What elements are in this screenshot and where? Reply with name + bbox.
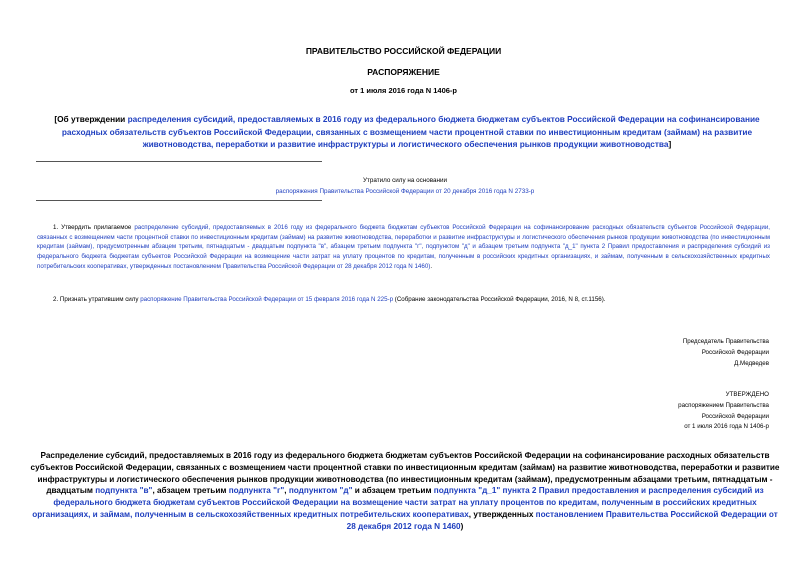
lost-force-label: Утратило силу на основании xyxy=(362,177,448,184)
dt-link-resolution[interactable]: постановлением Правительства Российской Федерации от 28 декабря 2012 года N 1460 xyxy=(346,509,778,531)
title-link[interactable]: распределения субсидий, предоставляемых в 2016 году из федерального бюджета бюджетам субъектов Российской Федерации на софинансирование расходных обязательств субъектов Российской Федерации, связанных с возмещением части процентной ставки по инвестиционным кредитам (займам) на развитие животноводства, переработки и развитие инфраструктуры и логистического обеспечения рынков продукции животноводства xyxy=(61,114,760,149)
p2-text: 2. Признать утратившим силу xyxy=(53,296,141,303)
paragraph-1 xyxy=(37,223,770,272)
approval-line-4: от 1 июля 2016 года N 1406-р xyxy=(684,423,769,431)
dt-text-3: , xyxy=(284,486,289,496)
dt-link-subitem-d[interactable]: подпунктом "д" xyxy=(288,486,353,496)
signature-block xyxy=(560,337,769,369)
approval-title: УТВЕРЖДЕНО xyxy=(725,391,769,398)
lost-force-link[interactable]: распоряжения Правительства Российской Федерации от 20 декабря 2016 года N 2733-р xyxy=(275,188,535,195)
government-heading: ПРАВИТЕЛЬСТВО РОССИЙСКОЙ ФЕДЕРАЦИИ xyxy=(305,46,502,56)
title-open: [Об утверждении xyxy=(54,114,128,124)
document-type-heading: РАСПОРЯЖЕНИЕ xyxy=(367,67,440,77)
signature-name: Д.Медведев xyxy=(734,359,769,367)
p2-source: (Собрание законодательства Российской Федерации, 2016, N 8, ст.1156). xyxy=(393,296,606,303)
document-title xyxy=(50,113,764,151)
dt-text-5: , утвержденных xyxy=(468,509,536,519)
distribution-title xyxy=(30,450,780,533)
approval-line-3: Российской Федерации xyxy=(701,412,769,420)
approval-block xyxy=(560,390,769,433)
p1-text: 1. Утвердить прилагаемое xyxy=(53,224,135,231)
dt-text-6: ) xyxy=(460,521,464,531)
divider-bottom xyxy=(36,200,322,201)
dt-text-4: и абзацем третьим xyxy=(352,486,434,496)
title-close: ] xyxy=(668,139,672,149)
divider-top xyxy=(36,161,322,162)
dt-link-subitem-v[interactable]: подпункта "в" xyxy=(95,486,153,496)
dt-text-1: Распределение субсидий, предоставляемых в 2016 году из федерального бюджета бюджетам субъектов Российской Федерации на софинансирование расходных обязательств субъектов Российской Федерации, связанных с возмещением части процентной ставки по инвестиционным кредитам (займам) на развитие животноводства, переработки и развитие инфраструктуры и логистического обеспечения рынков продукции животноводства (по инвестиционным кредитам (займам), предусмотренным абзацами третьим, пятнадцатым - двадцатым xyxy=(30,451,780,496)
signature-position: Председатель Правительства xyxy=(682,338,769,345)
p1-distribution-link[interactable]: распределение субсидий, предоставляемых в 2016 году из федерального бюджета бюджетам субъектов Российской Федерации на софинансирование расходных обязательств субъектов Российской Федерации, связанных с возмещением части процентной ставки по инвестиционным кредитам (займам) на развитие животноводства, переработки и развитие инфраструктуры и логистического обеспечения рынков продукции животноводства (по инвестиционным кредитам (займам), предусмотренным абзацем третьим, пятнадцатым - двадцатым подпункта "в", абзацем третьим подпункта "г", подпунктом "д" и абзацем третьим подпункта "д_1" пункта 2 Правил предоставления и распределения субсидий из федерального бюджета бюджетам субъектов Российской Федерации на возмещение части затрат на уплату процентов по кредитам, полученным в российских кредитных организациях, и займам, полученным в сельскохозяйственных кредитных потребительских кооперативах, утвержденных постановлением Правительства Российской Федерации от 28 декабря 2012 года N 1460) xyxy=(37,224,770,270)
dt-link-rules[interactable]: подпункта "д_1" пункта 2 Правил предоставления и распределения субсидий из федерального бюджета бюджетам субъектов Российской Федерации на возмещение части затрат на уплату процентов по кредитам, полученным в российских кредитных организациях, и займам, полученным в сельскохозяйственных кредитных потребительских кооперативах xyxy=(32,486,764,519)
approval-line-2: распоряжением Правительства xyxy=(678,401,769,409)
dt-link-subitem-g[interactable]: подпункта "г" xyxy=(228,486,285,496)
dt-text-2: , абзацем третьим xyxy=(152,486,229,496)
signature-country: Российской Федерации xyxy=(701,348,769,356)
p2-order-link[interactable]: распоряжение Правительства Российской Федерации от 15 февраля 2016 года N 225-р xyxy=(140,296,394,303)
paragraph-2 xyxy=(37,295,770,305)
document-date-number: от 1 июля 2016 года N 1406-р xyxy=(349,86,457,95)
lost-force-note xyxy=(250,175,560,197)
p1-end: . xyxy=(430,262,433,270)
